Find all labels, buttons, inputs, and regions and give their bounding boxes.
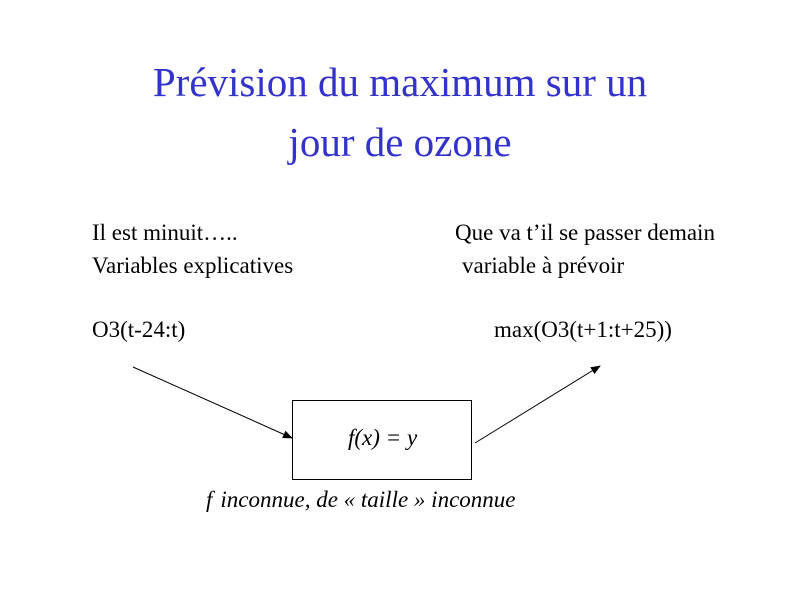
output-arrow	[475, 366, 600, 443]
slide-title-line-1: Prévision du maximum sur un	[152, 59, 648, 105]
left-heading: Il est minuit…..	[92, 220, 238, 245]
input-arrow	[133, 367, 292, 438]
caption-text: inconnue, de « taille » inconnue	[220, 487, 516, 512]
right-heading: Que va t’il se passer demain	[455, 220, 715, 245]
output-variable: max(O3(t+1:t+25))	[494, 317, 672, 342]
input-variable: O3(t-24:t)	[92, 317, 186, 342]
caption-f: f	[206, 487, 213, 512]
left-subheading: Variables explicatives	[92, 253, 294, 278]
slide-title	[0, 52, 800, 172]
right-subheading: variable à prévoir	[462, 253, 625, 278]
function-label: f(x) = y	[348, 425, 418, 450]
caption	[206, 486, 515, 514]
slide-title-line-2: jour de ozone	[288, 119, 512, 165]
